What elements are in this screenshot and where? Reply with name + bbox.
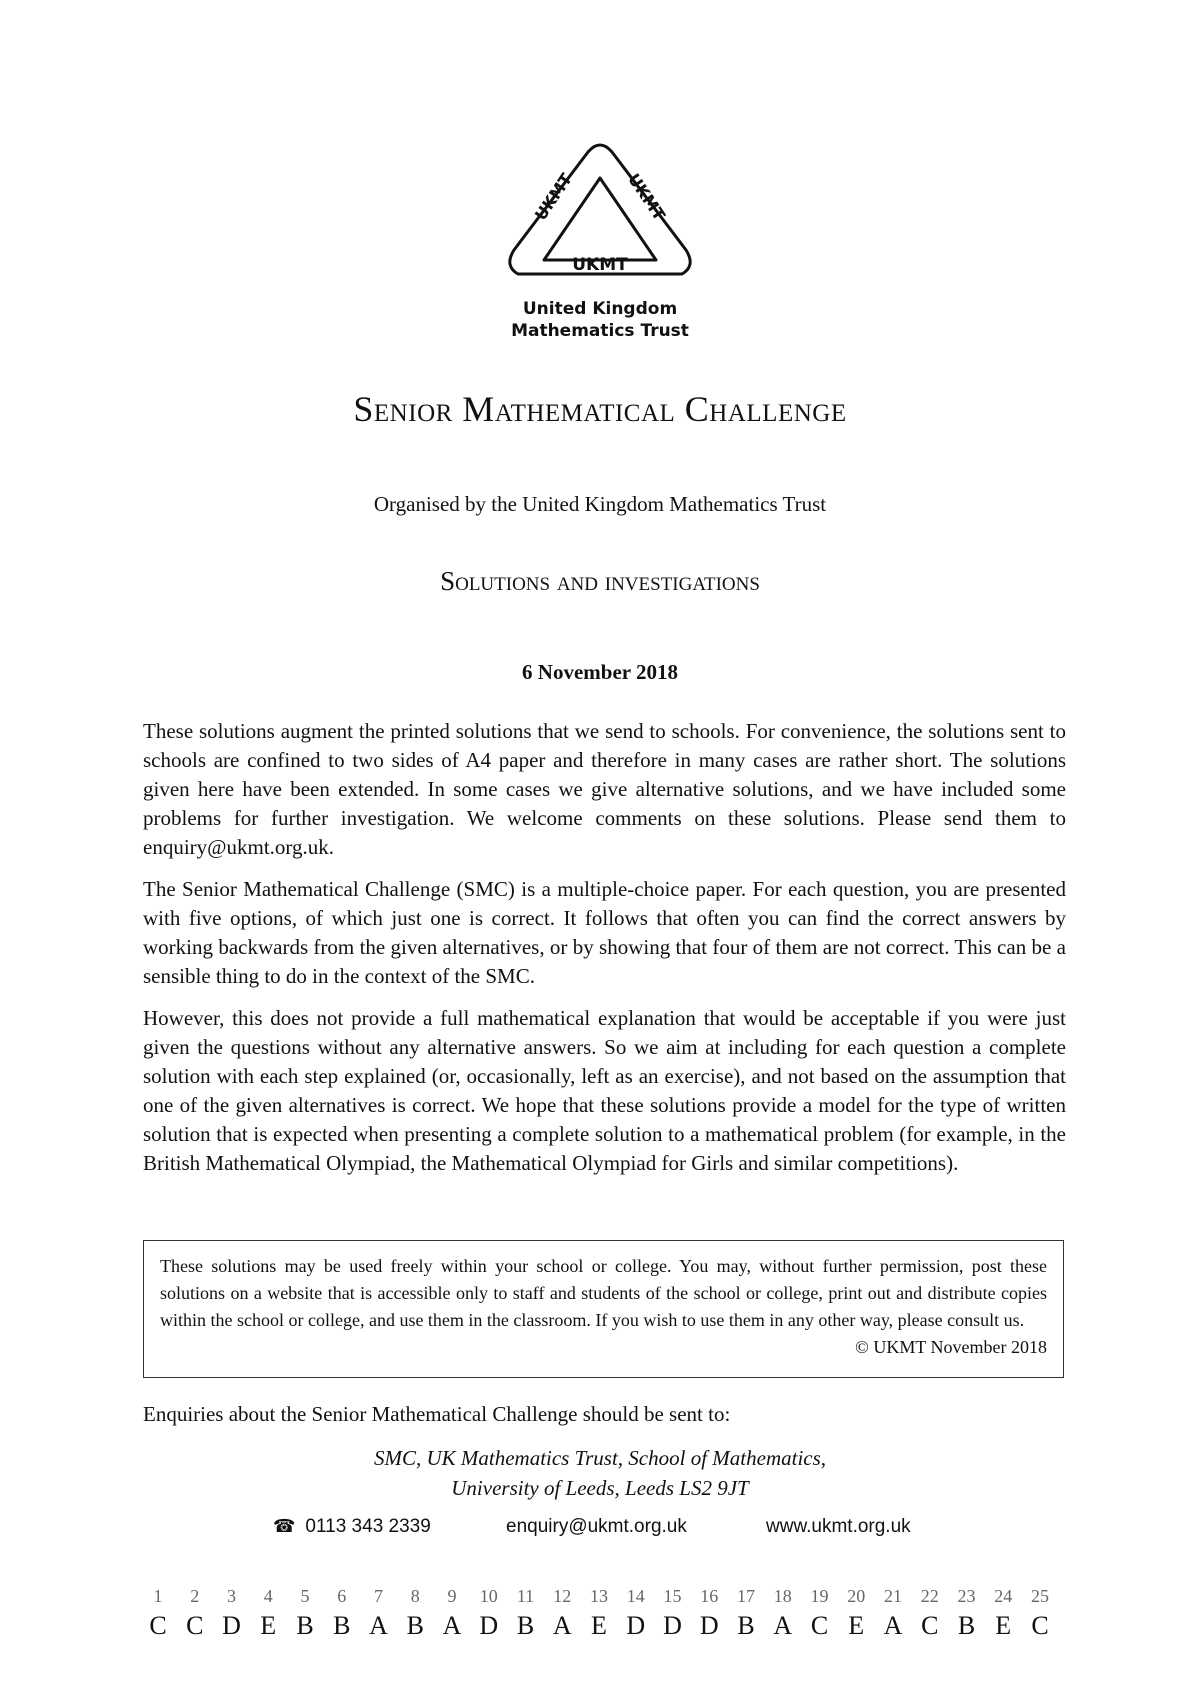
website-link[interactable]: www.ukmt.org.uk [766, 1516, 911, 1537]
answer-number: 19 [810, 1586, 829, 1606]
logo-bottom-text: UKMT [572, 255, 628, 275]
answer-letter: C [149, 1611, 167, 1640]
org-name-line1: United Kingdom [522, 299, 678, 319]
logo-left-text: UKMT [530, 169, 576, 224]
answer-number: 2 [190, 1586, 200, 1606]
answer-number: 12 [553, 1586, 572, 1606]
answer-letter: C [810, 1611, 829, 1640]
answer-letter: B [333, 1611, 351, 1640]
answer-number: 7 [374, 1586, 383, 1606]
answer-letter: E [848, 1611, 865, 1640]
phone-icon: ☎ [273, 1516, 296, 1536]
answer-letter: A [442, 1611, 462, 1640]
answer-number: 10 [479, 1586, 498, 1606]
phone-number: 0113 343 2339 [305, 1516, 431, 1537]
answer-number: 22 [920, 1586, 939, 1606]
answer-number: 17 [737, 1586, 755, 1606]
answer-letter: D [626, 1611, 646, 1640]
answer-letter: B [406, 1611, 424, 1640]
ukmt-logo [500, 140, 700, 290]
usage-notice-box [143, 1240, 1064, 1378]
answer-letter: B [296, 1611, 314, 1640]
org-name-line2: Mathematics Trust [511, 321, 689, 341]
answer-number: 9 [447, 1586, 457, 1606]
answer-number: 18 [773, 1586, 792, 1606]
answer-number: 24 [994, 1586, 1013, 1606]
logo-right-text: UKMT [624, 169, 670, 224]
enquiries-intro: Enquiries about the Senior Mathematical Challenge should be sent to: [143, 1402, 731, 1426]
answer-letter: D [222, 1611, 241, 1640]
address-line-2: University of Leeds, Leeds LS2 9JT [451, 1476, 749, 1500]
answer-letter: D [479, 1611, 499, 1640]
answer-letter: C [921, 1611, 939, 1640]
answer-letter: B [737, 1611, 755, 1640]
answer-number: 14 [626, 1586, 645, 1606]
answer-letter: B [516, 1611, 535, 1640]
answer-letter: C [1031, 1611, 1049, 1640]
intro-paragraph-3: However, this does not provide a full mathematical explanation that would be acceptable if you were just given the questions without any alternative answers. So we aim at including for each question a complete solution with each step explained (or, occasionally, left as an exercise), and not based on the assumption that one of the given alternatives is correct. We hope that these solutions provide a model for the type of written solution that is expected when presenting a complete solution to a mathematical problem (for example, in the British Mathematical Olympiad, the Mathematical Olympiad for Girls and similar competitions). [143, 1006, 1066, 1175]
answer-letter: A [883, 1611, 903, 1640]
answer-number: 11 [516, 1586, 535, 1606]
answer-number: 16 [700, 1586, 719, 1606]
answer-letter: C [186, 1611, 204, 1640]
intro-paragraph-2: The Senior Mathematical Challenge (SMC) is a multiple-choice paper. For each question, you are presented with five options, of which just one is correct. It follows that often you can find the correct answers by working backwards from the given alternatives, or by showing that four of them are not correct. This can be a sensible thing to do in the context of the SMC. [143, 877, 1066, 988]
intro-paragraph-1: These solutions augment the printed solutions that we send to schools. For convenience, the solutions sent to schools are confined to two sides of A4 paper and therefore in many cases are rather short. The solutions given here have been extended. In some cases we give alternative solutions, and we have included some problems for further investigation. We welcome comments on these solutions. Please send them to enquiry@ukmt.org.uk. [143, 719, 1066, 859]
answer-number: 6 [337, 1586, 347, 1606]
answer-number: 3 [227, 1586, 236, 1606]
answer-letter: D [699, 1611, 719, 1640]
document-title: Senior Mathematical Challenge [353, 389, 847, 429]
answer-number: 15 [663, 1586, 682, 1606]
answer-number: 23 [957, 1586, 976, 1606]
answer-letter: A [552, 1611, 572, 1640]
answer-number: 21 [884, 1586, 902, 1606]
answer-number: 8 [410, 1586, 420, 1606]
answer-number: 1 [153, 1586, 163, 1606]
phone-contact [273, 1516, 431, 1538]
answer-number: 5 [300, 1586, 310, 1606]
answer-number: 4 [263, 1586, 273, 1606]
organised-by: Organised by the United Kingdom Mathematics Trust [373, 492, 827, 516]
address-line-1: SMC, UK Mathematics Trust, School of Mathematics, [373, 1446, 827, 1470]
copyright-notice: © UKMT November 2018 [855, 1337, 1047, 1357]
usage-notice-text: These solutions may be used freely within your school or college. You may, without further permission, post these solutions on a website that is accessible only to staff and students of the school or college, print out and distribute copies within the school or college, and use them in the classroom. If you wish to use them in any other way, please consult us. [160, 1256, 1047, 1330]
answer-letter: A [369, 1611, 388, 1640]
answer-letter: E [995, 1611, 1012, 1640]
email-link[interactable]: enquiry@ukmt.org.uk [506, 1516, 687, 1537]
answer-number: 20 [847, 1586, 866, 1606]
answer-letter: E [591, 1611, 607, 1640]
answer-letter: D [663, 1611, 682, 1640]
answer-letter: B [957, 1611, 976, 1640]
answer-key [140, 1586, 1058, 1641]
document-date: 6 November 2018 [522, 660, 678, 684]
document-subtitle: Solutions and investigations [440, 566, 760, 596]
answer-letters-row [140, 1611, 1058, 1641]
answer-letter: A [773, 1611, 793, 1640]
answer-number: 25 [1031, 1586, 1049, 1606]
answer-letter: E [260, 1611, 277, 1640]
answer-number: 13 [590, 1586, 608, 1606]
answer-numbers-row [140, 1586, 1058, 1607]
